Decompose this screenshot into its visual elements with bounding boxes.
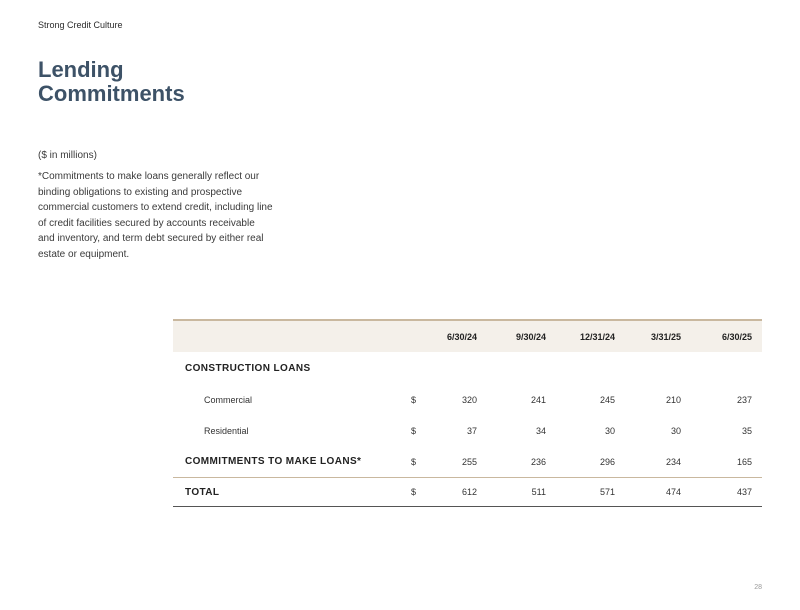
column-header: 12/31/24 xyxy=(579,331,615,342)
table-row xyxy=(173,446,762,478)
table-cell: 236 xyxy=(530,456,546,467)
header-label-cell xyxy=(173,320,411,352)
currency-symbol: $ xyxy=(411,487,417,497)
table-cell: 474 xyxy=(665,487,681,497)
table-cell: 30 xyxy=(670,425,681,436)
row-label: Residential xyxy=(204,425,249,436)
table-cell: 241 xyxy=(530,394,546,405)
commitments-table xyxy=(173,319,762,507)
table-cell: 511 xyxy=(531,487,546,497)
table-cell: 234 xyxy=(665,456,681,467)
table-cell: 612 xyxy=(461,487,477,497)
column-header: 6/30/25 xyxy=(721,331,752,342)
table-cell: 34 xyxy=(535,425,546,436)
total-row xyxy=(173,478,762,507)
table-header-row xyxy=(173,320,762,352)
header-currency-cell xyxy=(411,320,432,352)
table-row xyxy=(173,415,762,446)
table-row xyxy=(173,384,762,415)
footnote: *Commitments to make loans generally reflect our binding obligations to existing and prospective commercial customers to extend credit, including line of credit facilities secured by accounts receivable and inventory, and term debt secured by either real estate or equipment. xyxy=(38,171,273,260)
table-cell: 245 xyxy=(599,394,615,405)
currency-symbol: $ xyxy=(411,394,417,405)
currency-symbol: $ xyxy=(411,425,417,436)
table-cell: 296 xyxy=(599,456,615,467)
row-label: COMMITMENTS TO MAKE LOANS* xyxy=(185,456,362,467)
column-header: 3/31/25 xyxy=(650,331,681,342)
units-note: ($ in millions) xyxy=(38,150,97,161)
row-label: Commercial xyxy=(204,394,253,405)
title-line-1: Lending xyxy=(38,57,124,82)
table-cell: 35 xyxy=(741,425,752,436)
total-label: TOTAL xyxy=(185,486,220,498)
table-cell: 37 xyxy=(466,425,477,436)
table-cell: 437 xyxy=(736,487,752,497)
commitments-table-container xyxy=(173,319,762,507)
section-heading: CONSTRUCTION LOANS xyxy=(185,362,311,374)
column-header: 6/30/24 xyxy=(446,331,477,342)
table-cell: 165 xyxy=(736,456,752,467)
page-title xyxy=(38,58,185,106)
page-number: 28 xyxy=(754,584,762,591)
table-cell: 30 xyxy=(604,425,615,436)
table-cell: 571 xyxy=(599,487,615,497)
column-header: 9/30/24 xyxy=(515,331,546,342)
table-cell: 320 xyxy=(461,394,477,405)
title-line-2: Commitments xyxy=(38,81,185,106)
table-cell: 237 xyxy=(736,394,752,405)
currency-symbol: $ xyxy=(411,456,417,467)
section-heading-row xyxy=(173,352,762,384)
table-cell: 210 xyxy=(665,394,681,405)
section-label: Strong Credit Culture xyxy=(38,20,123,30)
table-cell: 255 xyxy=(461,456,477,467)
